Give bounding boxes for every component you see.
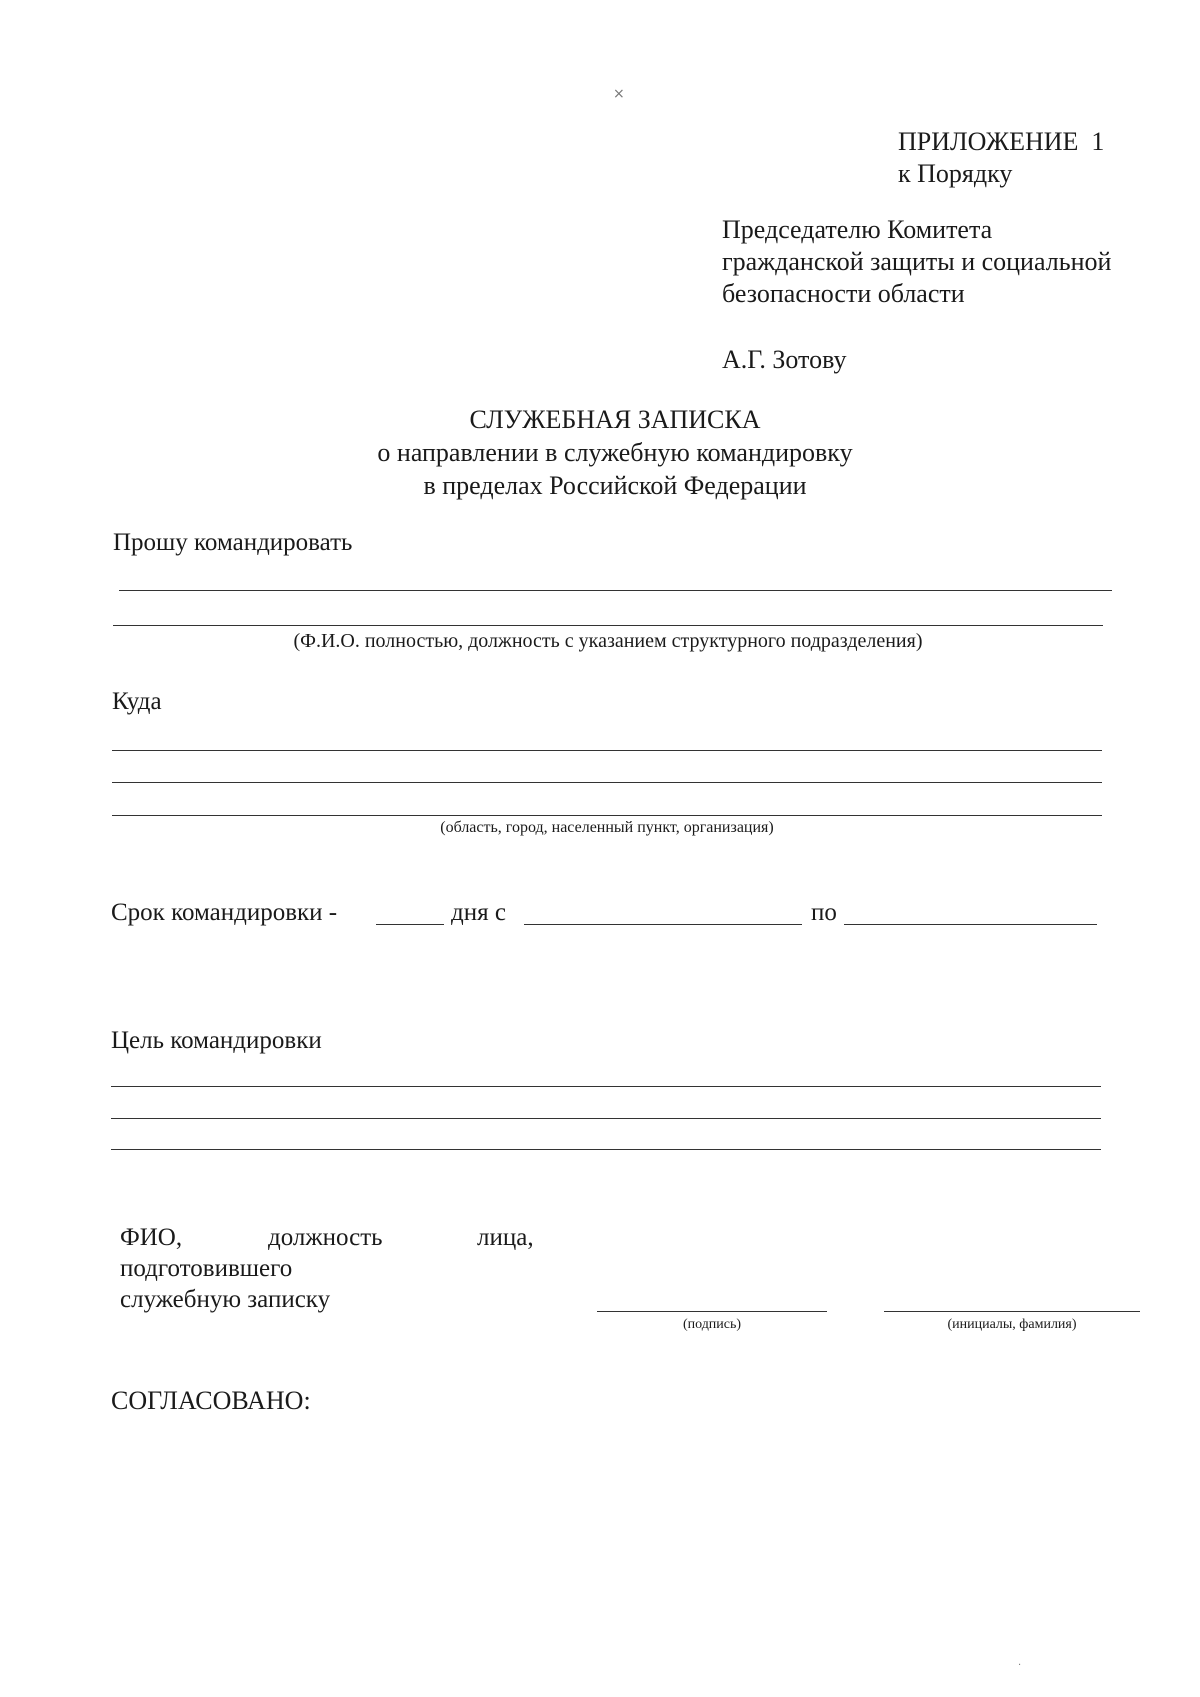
scan-dot: · <box>1018 1660 1022 1671</box>
document-subtitle-1: о направлении в служебную командировку <box>377 438 853 467</box>
term-days-field[interactable] <box>376 924 444 925</box>
preparer-word-3: лица, <box>477 1224 534 1251</box>
addressee-line-1: Председателю Комитета <box>722 215 993 244</box>
signature-hint: (подпись) <box>682 1317 742 1332</box>
document-subtitle-2: в пределах Российской Федерации <box>423 471 807 500</box>
appendix-title: ПРИЛОЖЕНИЕ 1 <box>898 127 1105 156</box>
preparer-line-2: подготовившего <box>120 1255 293 1282</box>
term-to-text: по <box>811 899 837 926</box>
appendix-subtitle: к Порядку <box>898 159 1013 188</box>
where-fill-line-3[interactable] <box>112 815 1102 816</box>
request-hint: (Ф.И.О. полностью, должность с указанием структурного подразделения) <box>293 630 923 652</box>
purpose-fill-line-1[interactable] <box>111 1086 1101 1087</box>
where-fill-line-1[interactable] <box>112 750 1102 751</box>
addressee-line-2: гражданской защиты и социальной <box>722 247 1112 276</box>
purpose-label: Цель командировки <box>111 1027 322 1054</box>
purpose-fill-line-2[interactable] <box>111 1118 1101 1119</box>
purpose-fill-line-3[interactable] <box>111 1149 1101 1150</box>
name-field[interactable] <box>884 1311 1140 1312</box>
where-label: Куда <box>112 688 162 715</box>
term-label: Срок командировки - <box>111 899 338 926</box>
request-label: Прошу командировать <box>113 529 353 556</box>
scan-mark: × <box>613 86 625 102</box>
addressee-name: А.Г. Зотову <box>722 345 847 374</box>
term-start-date-field[interactable] <box>524 924 802 925</box>
request-fill-line-1[interactable] <box>119 590 1112 591</box>
preparer-word-2: должность <box>268 1224 383 1251</box>
where-fill-line-2[interactable] <box>112 782 1102 783</box>
approved-label: СОГЛАСОВАНО: <box>111 1386 311 1415</box>
preparer-line-3: служебную записку <box>120 1286 331 1313</box>
term-days-text: дня с <box>451 899 506 926</box>
preparer-word-1: ФИО, <box>120 1224 183 1251</box>
signature-field[interactable] <box>597 1311 827 1312</box>
document-title: СЛУЖЕБНАЯ ЗАПИСКА <box>469 405 761 434</box>
addressee-line-3: безопасности области <box>722 279 965 308</box>
name-hint: (инициалы, фамилия) <box>947 1317 1077 1332</box>
term-end-date-field[interactable] <box>844 924 1097 925</box>
request-fill-line-2[interactable] <box>113 625 1103 626</box>
where-hint: (область, город, населенный пункт, организация) <box>440 819 774 836</box>
